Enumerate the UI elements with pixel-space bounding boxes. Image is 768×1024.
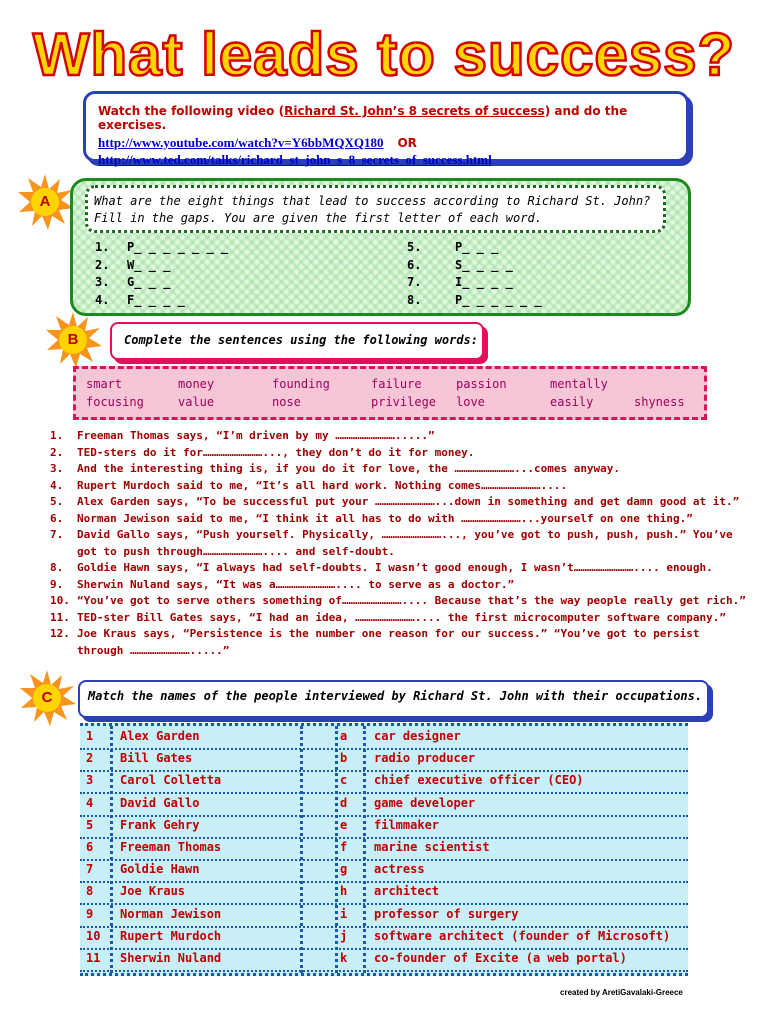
badge-letter-c: C xyxy=(41,689,53,706)
word-bank-item: easily xyxy=(550,395,594,409)
youtube-link[interactable]: http://www.youtube.com/watch?v=Y6bbMQXQ180 xyxy=(98,135,384,150)
occupation[interactable]: architect xyxy=(374,884,440,899)
occupation[interactable]: filmmaker xyxy=(374,817,440,832)
sentence-item: 11. TED-ster Bill Gates says, “I had an idea, ……………………….... the first microcomputer software company.” xyxy=(50,610,727,624)
list-item: 1. P_ _ _ _ _ _ _ xyxy=(95,240,229,254)
sentence-item: 9. Sherwin Nuland says, “It was a……………………….... to serve as a doctor.” xyxy=(50,577,515,591)
occupation[interactable]: software architect (founder of Microsoft) xyxy=(374,928,671,943)
intro-box xyxy=(83,91,689,167)
sentence-item: 12. Joe Kraus says, “Persistence is the number one reason for our success.” “You’ve got to persist through ……………………….....” xyxy=(50,627,700,657)
person-name[interactable]: Joe Kraus xyxy=(120,884,186,899)
section-b-title-box xyxy=(110,322,484,360)
table-row xyxy=(80,748,688,772)
row-number[interactable]: 10 xyxy=(86,928,101,943)
table-row xyxy=(80,726,688,750)
list-item: 4. F_ _ _ _ xyxy=(95,292,185,307)
blank-word[interactable]: W_ _ _ xyxy=(127,257,171,272)
row-number[interactable]: 11 xyxy=(86,951,101,965)
word-bank-item: founding xyxy=(272,377,330,391)
section-a-box xyxy=(70,178,691,316)
occupation[interactable]: co-founder of Excite (a web portal) xyxy=(374,951,627,965)
word-bank-item: shyness xyxy=(634,395,685,409)
blank-word[interactable]: I_ _ _ _ xyxy=(455,275,513,289)
list-item: 5. P_ _ _ xyxy=(407,240,499,254)
table-row xyxy=(80,859,688,883)
person-name[interactable]: Rupert Murdoch xyxy=(120,928,222,943)
section-c-title-box xyxy=(78,680,709,718)
word-bank-item: focusing xyxy=(86,395,144,409)
sun-badge-a xyxy=(15,172,75,232)
word-bank-item: value xyxy=(178,395,215,409)
blank-word[interactable]: S_ _ _ _ xyxy=(455,257,513,272)
occupation-letter[interactable]: k xyxy=(340,951,348,965)
blank-word[interactable]: G_ _ _ xyxy=(127,275,171,289)
person-name[interactable]: Bill Gates xyxy=(120,751,193,766)
sentence-item: 2. TED-sters do it for………………………..., they don’t do it for money. xyxy=(50,445,475,459)
word-bank-item: failure xyxy=(371,377,422,391)
row-number[interactable]: 5 xyxy=(86,817,94,832)
row-number[interactable]: 8 xyxy=(86,884,94,899)
occupation[interactable]: chief executive officer (CEO) xyxy=(374,773,584,788)
person-name[interactable]: Freeman Thomas xyxy=(120,840,222,854)
ted-link[interactable]: http://www.ted.com/talks/richard_st_john_s_8_secrets_of_success.html xyxy=(98,152,492,167)
blank-word[interactable]: P_ _ _ _ _ _ _ xyxy=(127,240,229,254)
sentence-list xyxy=(50,428,750,659)
person-name[interactable]: Goldie Hawn xyxy=(120,862,200,877)
page-title: What leads to success? xyxy=(32,21,736,88)
occupation-letter[interactable]: i xyxy=(340,906,348,921)
section-a-question-box xyxy=(85,185,666,233)
occupation[interactable]: game developer xyxy=(374,795,476,810)
credit-text: created by AretiGavalaki-Greece xyxy=(560,988,683,997)
sentence-item: 8. Goldie Hawn says, “I always had self-doubts. I wasn’t good enough, I wasn’t……………………….... enough. xyxy=(50,561,713,574)
list-item: 7. I_ _ _ _ xyxy=(407,275,513,289)
table-row xyxy=(80,948,688,972)
intro-text-before: Watch the following video ( xyxy=(98,104,285,118)
sun-badge-b xyxy=(43,310,103,370)
table-row xyxy=(80,904,688,928)
row-number[interactable]: 9 xyxy=(86,906,94,921)
sentence-item: 5. Alex Garden says, “To be successful put your ………………………...down in something and get damn good at it.” xyxy=(50,495,740,508)
person-name[interactable]: Alex Garden xyxy=(120,729,200,743)
sentence-item: 6. Norman Jewison said to me, “I think it all has to do with ………………………...yourself on one thing.” xyxy=(50,511,693,525)
badge-letter-b: B xyxy=(67,331,79,348)
list-item: 6. S_ _ _ _ xyxy=(407,257,513,272)
section-a-list-right xyxy=(407,239,542,309)
occupation-letter[interactable]: d xyxy=(340,795,348,810)
blank-word[interactable]: P_ _ _ _ _ _ xyxy=(455,292,542,307)
word-bank-item: passion xyxy=(456,377,507,391)
table-row xyxy=(80,793,688,817)
table-row xyxy=(80,770,688,794)
occupation-letter[interactable]: c xyxy=(340,773,348,788)
row-number[interactable]: 6 xyxy=(86,840,94,854)
row-number[interactable]: 2 xyxy=(86,751,94,766)
section-a-list-left xyxy=(95,239,228,309)
or-label: OR xyxy=(397,136,417,150)
person-name[interactable]: Frank Gehry xyxy=(120,817,200,832)
sentence-item: 3. And the interesting thing is, if you do it for love, the ………………………...comes anyway. xyxy=(50,462,621,475)
word-bank xyxy=(73,366,707,420)
list-item: 3. G_ _ _ xyxy=(95,275,171,289)
row-number[interactable]: 3 xyxy=(86,773,94,788)
person-name[interactable]: Sherwin Nuland xyxy=(120,951,222,965)
sentence-item: 1. Freeman Thomas says, “I’m driven by my ……………………….....” xyxy=(50,429,435,442)
occupation-letter[interactable]: g xyxy=(340,862,348,877)
occupation[interactable]: actress xyxy=(374,862,425,877)
occupation[interactable]: car designer xyxy=(374,729,461,743)
occupation-letter[interactable]: f xyxy=(340,840,348,854)
person-name[interactable]: Norman Jewison xyxy=(120,906,222,921)
word-bank-item: money xyxy=(178,377,215,391)
word-bank-item: love xyxy=(456,395,485,409)
occupation-letter[interactable]: e xyxy=(340,817,348,832)
word-bank-item: privilege xyxy=(371,395,437,409)
occupation-letter[interactable]: h xyxy=(340,884,348,899)
blank-word[interactable]: F_ _ _ _ xyxy=(127,292,185,307)
row-number[interactable]: 1 xyxy=(86,729,94,743)
table-row xyxy=(80,926,688,950)
table-row xyxy=(80,815,688,839)
list-item: 8. P_ _ _ _ _ _ xyxy=(407,292,542,307)
blank-word[interactable]: P_ _ _ xyxy=(455,240,499,254)
word-bank-item: mentally xyxy=(550,377,608,391)
sentence-item: 7. David Gallo says, “Push yourself. Physically, ………………………..., you’ve got to push, push, push.” You’ve got to push through……………………….... and self-doubt. xyxy=(50,528,733,558)
word-bank-item: nose xyxy=(272,395,301,409)
table-row xyxy=(80,837,688,861)
section-c-instruction: Match the names of the people interviewed by Richard St. John with their occupations. xyxy=(88,689,703,703)
person-name[interactable]: David Gallo xyxy=(120,795,200,810)
table-row xyxy=(80,881,688,905)
occupation[interactable]: professor of surgery xyxy=(374,906,519,921)
section-b-instruction: Complete the sentences using the following words: xyxy=(124,333,479,347)
occupation-letter[interactable]: a xyxy=(340,729,348,743)
video-reference: Richard St. John’s 8 secrets of success xyxy=(284,104,545,118)
occupation[interactable]: marine scientist xyxy=(374,840,490,854)
sentence-item: 10. “You’ve got to serve others something of……………………….... Because that’s the way people really get rich.” xyxy=(50,594,746,607)
person-name[interactable]: Carol Colletta xyxy=(120,773,222,788)
occupation-letter[interactable]: b xyxy=(340,751,348,766)
word-bank-item: smart xyxy=(86,377,123,391)
intro-text xyxy=(98,104,686,168)
row-number[interactable]: 7 xyxy=(86,862,94,877)
list-item: 2. W_ _ _ xyxy=(95,257,171,272)
matching-table xyxy=(80,723,688,976)
badge-letter-a: A xyxy=(39,193,51,210)
sentence-item: 4. Rupert Murdoch said to me, “It’s all hard work. Nothing comes……………………….... xyxy=(50,478,568,492)
intro-text-after: ) and do the exercises. xyxy=(98,104,628,132)
row-number[interactable]: 4 xyxy=(86,795,94,810)
section-a-question: What are the eight things that lead to success according to Richard St. John? Fill in the gaps. You are given the first letter of each word. xyxy=(94,194,651,225)
occupation[interactable]: radio producer xyxy=(374,751,476,766)
occupation-letter[interactable]: j xyxy=(340,928,348,943)
sun-badge-c xyxy=(17,668,77,728)
